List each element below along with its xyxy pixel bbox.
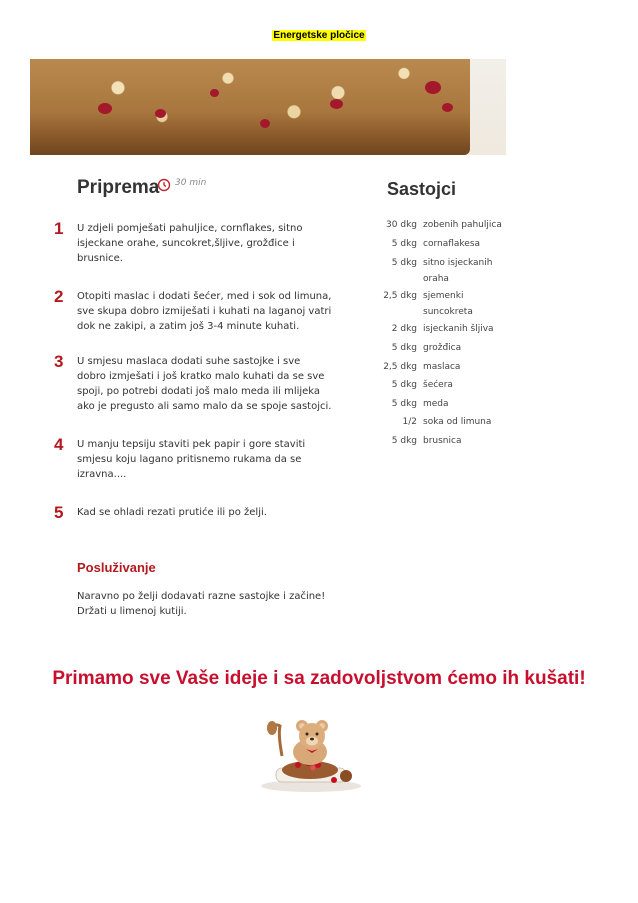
ingredients-heading: Sastojci [387,179,457,199]
ingredient-name: meda [423,399,449,409]
ingredient-name: brusnica [423,436,462,446]
step-number: 2 [54,287,64,306]
ingredient-name: cornaflakesa [423,239,481,249]
ingredient-qty: 2,5 dkg [383,291,417,301]
serving-text: Naravno po želji dodavati razne sastojke i začine! Držati u limenoj kutiji. [77,591,326,617]
ingredient-qty: 5 dkg [391,380,417,390]
step-text: Otopiti maslac i dodati šećer, med i sok od limuna, sve skupa dobro izmiješati i kuhati na laganoj vatri dok ne zakipi, a zatim još 3-4 minute kuhati. [77,291,332,332]
ingredient-qty: 5 dkg [391,436,417,446]
ingredient-qty: 2,5 dkg [383,362,417,372]
ingredient-qty: 5 dkg [391,343,417,353]
step-text: Kad se ohladi rezati prutiće ili po želji. [77,507,267,518]
step-number: 5 [54,503,64,522]
clock-icon [157,178,171,192]
step-text: U zdjeli pomješati pahuljice, cornflakes, sitno isjeckane orahe, suncokret,šljive, grožđice i brusnice. [77,223,303,264]
ingredient-name: zobenih pahuljica [423,220,502,230]
ingredient-qty: 2 dkg [391,324,417,334]
step-number: 1 [54,219,64,238]
granola-bar-image [30,59,470,155]
title-text: Energetske pločice [273,30,365,41]
slogan: Primamo sve Vaše ideje i sa zadovoljstvom ćemo ih kušati! [52,668,586,689]
ingredient-name: soka od limuna [423,417,492,427]
ingredient-name: sitno isjeckanih oraha [423,258,493,284]
ingredient-name: isjeckanih šljiva [423,324,494,334]
ingredient-name: maslaca [423,362,461,372]
ingredient-qty: 30 dkg [386,220,417,230]
teddy-bear-icon [258,712,364,794]
ingredient-name: grožđica [423,343,462,353]
ingredient-name: sjemenki suncokreta [423,291,473,317]
recipe-photo [30,59,506,155]
step-text: U smjesu maslaca dodati suhe sastojke i sve dobro izmješati i još kratko malo kuhati da se sve spoji, po potrebi dodati još malo meda ili mlijeka ako je pregusto ali samo malo da se spoje sastojci. [77,356,332,412]
step-text: U manju tepsiju staviti pek papir i gore staviti smjesu koju lagano pritisnemo rukama da se izravna.... [77,439,306,480]
recipe-card [30,155,506,622]
document-title [0,30,638,41]
preparation-heading: Priprema [77,177,160,198]
ingredient-qty: 5 dkg [391,258,417,268]
ingredient-qty: 1/2 [402,417,417,427]
ingredient-name: šećera [423,380,453,390]
serving-heading: Posluživanje [77,560,156,575]
prep-time: 30 min [175,178,207,188]
step-number: 3 [54,352,64,371]
step-number: 4 [54,435,64,454]
ingredient-qty: 5 dkg [391,399,417,409]
ingredient-qty: 5 dkg [391,239,417,249]
